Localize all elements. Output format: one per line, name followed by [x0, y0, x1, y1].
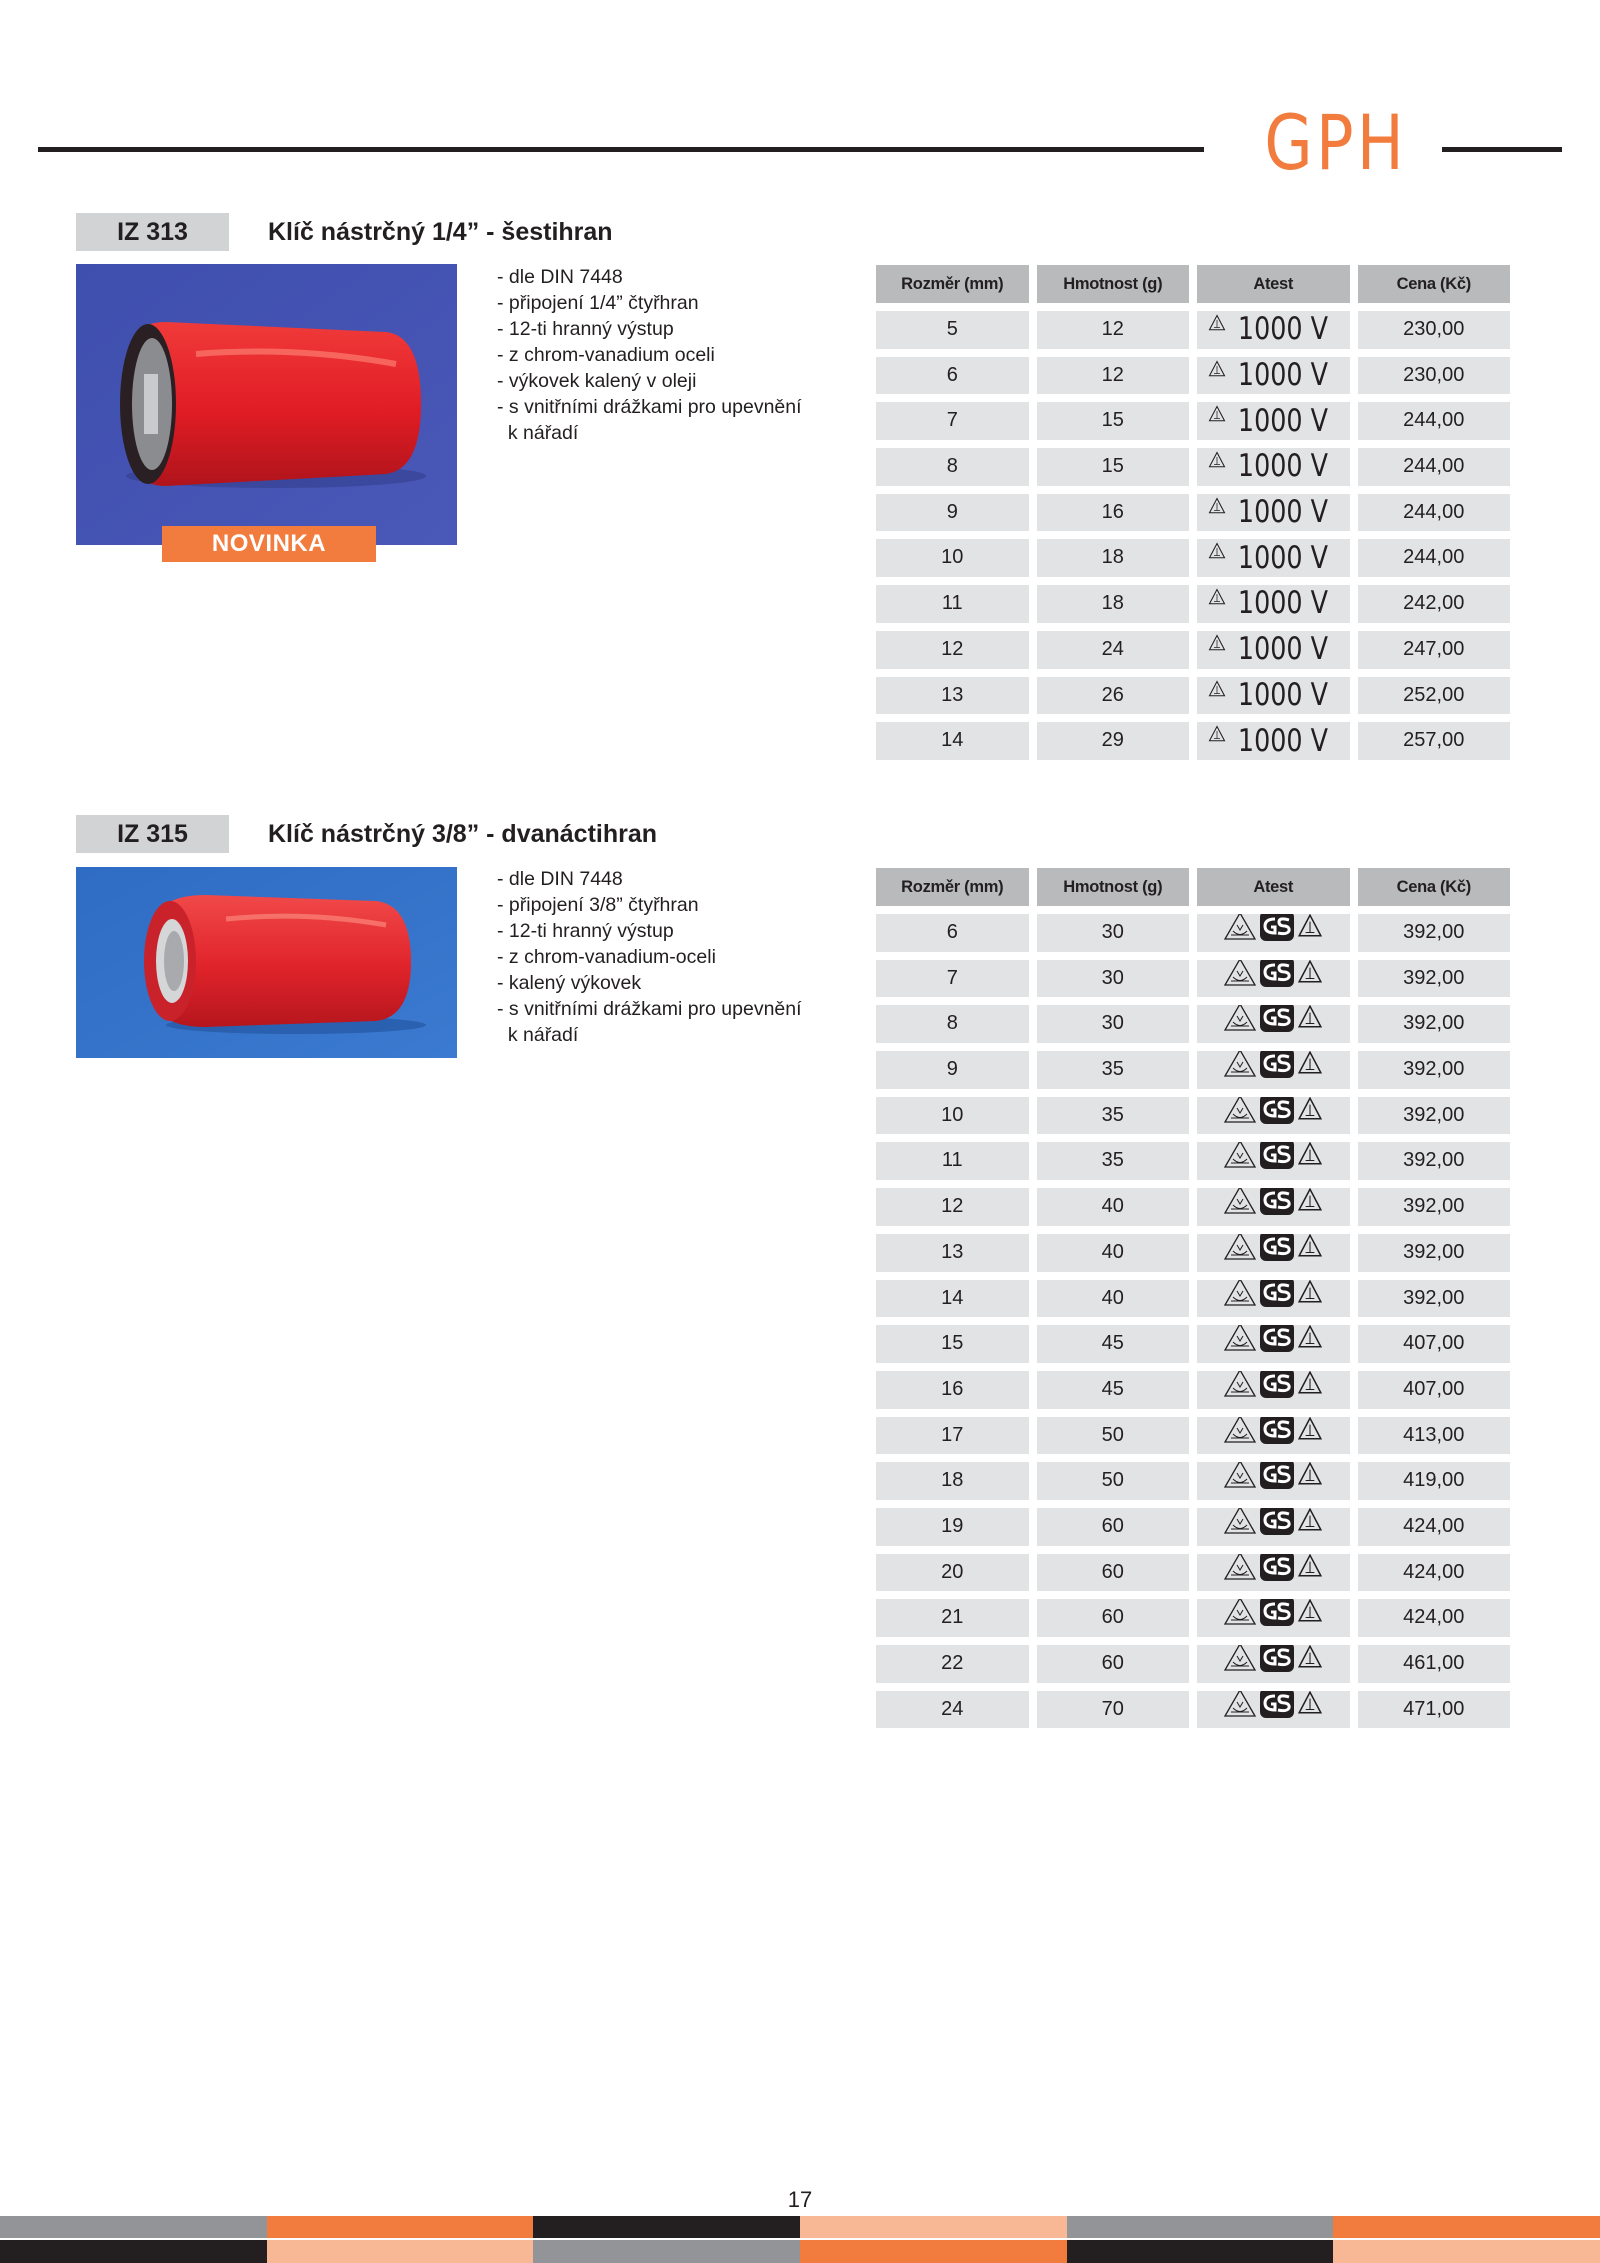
- insulation-triangle-icon: [1297, 1325, 1323, 1363]
- table-row: [876, 631, 1510, 669]
- size-cell: 17: [876, 1417, 1029, 1455]
- vde-mark-icon: [1223, 1280, 1257, 1318]
- vde-mark-icon: [1223, 1554, 1257, 1592]
- gs-mark-icon: [1259, 1234, 1295, 1272]
- insulation-triangle-icon: [1208, 448, 1226, 486]
- voltage-rating: 1000 V: [1238, 448, 1329, 485]
- insulation-triangle-icon: [1208, 677, 1226, 715]
- weight-cell: 40: [1037, 1280, 1190, 1318]
- page-number: 17: [787, 2187, 813, 2212]
- insulation-triangle-icon: [1297, 1234, 1323, 1272]
- atest-cell: [1197, 722, 1350, 760]
- footer-stripe-bottom: [0, 2240, 1600, 2263]
- weight-cell: 30: [1037, 914, 1190, 952]
- atest-cell: [1197, 631, 1350, 669]
- certification-marks: [1197, 1691, 1350, 1729]
- price-cell: 392,00: [1358, 1188, 1511, 1226]
- price-cell: 242,00: [1358, 585, 1511, 623]
- gs-mark-icon: [1259, 914, 1295, 952]
- voltage-rating: 1000 V: [1238, 494, 1329, 531]
- novinka-badge: NOVINKA: [162, 526, 376, 562]
- gs-mark-icon: [1259, 1188, 1295, 1226]
- table-row: [876, 311, 1510, 349]
- vde-mark-icon: [1223, 1645, 1257, 1683]
- feature-item: - dle DIN 7448: [497, 266, 623, 288]
- table-row: [876, 1508, 1510, 1546]
- voltage-rating: 1000 V: [1238, 357, 1329, 394]
- column-header-weight: Hmotnost (g): [1037, 265, 1190, 303]
- certification-marks: [1197, 1051, 1350, 1089]
- gs-mark-icon: [1259, 1097, 1295, 1135]
- vde-mark-icon: [1223, 914, 1257, 952]
- table-row: [876, 1691, 1510, 1729]
- weight-cell: 60: [1037, 1599, 1190, 1637]
- vde-mark-icon: [1223, 1005, 1257, 1043]
- voltage-rating: 1000 V: [1238, 585, 1329, 622]
- gs-mark-icon: [1259, 960, 1295, 998]
- insulation-triangle-icon: [1297, 1188, 1323, 1226]
- column-header-atest: Atest: [1197, 868, 1350, 906]
- gs-mark-icon: [1259, 1051, 1295, 1089]
- feature-item: - dle DIN 7448: [497, 868, 623, 890]
- table-row: [876, 1325, 1510, 1363]
- feature-list: [497, 866, 802, 1048]
- price-cell: 471,00: [1358, 1691, 1511, 1729]
- table-row: [876, 1097, 1510, 1135]
- price-cell: 244,00: [1358, 448, 1511, 486]
- size-cell: 7: [876, 402, 1029, 440]
- size-cell: 16: [876, 1371, 1029, 1409]
- weight-cell: 40: [1037, 1188, 1190, 1226]
- insulation-triangle-icon: [1297, 1462, 1323, 1500]
- table-row: [876, 402, 1510, 440]
- insulation-triangle-icon: [1297, 1142, 1323, 1180]
- atest-cell: [1197, 1645, 1350, 1683]
- weight-cell: 40: [1037, 1234, 1190, 1272]
- price-cell: 392,00: [1358, 1234, 1511, 1272]
- vde-mark-icon: [1223, 1691, 1257, 1729]
- atest-cell: [1197, 1051, 1350, 1089]
- size-cell: 13: [876, 1234, 1029, 1272]
- weight-cell: 16: [1037, 494, 1190, 532]
- price-cell: 392,00: [1358, 1142, 1511, 1180]
- table-body: [876, 311, 1510, 760]
- table-header-row: [876, 868, 1510, 906]
- size-cell: 12: [876, 1188, 1029, 1226]
- product-photo: [76, 867, 457, 1058]
- insulation-triangle-icon: [1297, 1280, 1323, 1318]
- gs-mark-icon: [1259, 1417, 1295, 1455]
- size-cell: 19: [876, 1508, 1029, 1546]
- brand-logo: GPH: [1264, 98, 1407, 187]
- voltage-rating: 1000 V: [1238, 676, 1329, 713]
- price-cell: 461,00: [1358, 1645, 1511, 1683]
- column-header-size: Rozměr (mm): [876, 868, 1029, 906]
- insulation-triangle-icon: [1297, 1097, 1323, 1135]
- atest-cell: [1197, 402, 1350, 440]
- weight-cell: 30: [1037, 1005, 1190, 1043]
- insulation-triangle-icon: [1297, 1051, 1323, 1089]
- weight-cell: 70: [1037, 1691, 1190, 1729]
- atest-cell: [1197, 1417, 1350, 1455]
- atest-cell: [1197, 1142, 1350, 1180]
- size-cell: 21: [876, 1599, 1029, 1637]
- weight-cell: 60: [1037, 1645, 1190, 1683]
- table-row: [876, 448, 1510, 486]
- product-code: IZ 315: [76, 815, 229, 853]
- table-row: [876, 677, 1510, 715]
- atest-cell: [1197, 585, 1350, 623]
- atest-cell: [1197, 960, 1350, 998]
- vde-mark-icon: [1223, 1462, 1257, 1500]
- vde-mark-icon: [1223, 960, 1257, 998]
- product-title: Klíč nástrčný 1/4” - šestihran: [268, 218, 613, 246]
- atest-cell: [1197, 677, 1350, 715]
- price-table: [876, 868, 1510, 1736]
- insulation-triangle-icon: [1208, 631, 1226, 669]
- feature-item: - z chrom-vanadium-oceli: [497, 946, 716, 968]
- certification-marks: [1197, 1142, 1350, 1180]
- table-row: [876, 1462, 1510, 1500]
- price-cell: 247,00: [1358, 631, 1511, 669]
- table-header-row: [876, 265, 1510, 303]
- table-body: [876, 914, 1510, 1728]
- certification-marks: [1197, 1097, 1350, 1135]
- gs-mark-icon: [1259, 1142, 1295, 1180]
- size-cell: 5: [876, 311, 1029, 349]
- weight-cell: 18: [1037, 585, 1190, 623]
- table-row: [876, 1645, 1510, 1683]
- size-cell: 11: [876, 1142, 1029, 1180]
- atest-cell: [1197, 448, 1350, 486]
- size-cell: 7: [876, 960, 1029, 998]
- table-row: [876, 914, 1510, 952]
- certification-marks: [1197, 1371, 1350, 1409]
- header-rule-right: [1442, 147, 1562, 152]
- atest-cell: [1197, 914, 1350, 952]
- price-cell: 424,00: [1358, 1599, 1511, 1637]
- weight-cell: 50: [1037, 1417, 1190, 1455]
- atest-cell: [1197, 1508, 1350, 1546]
- certification-marks: [1197, 1005, 1350, 1043]
- table-row: [876, 1280, 1510, 1318]
- certification-marks: [1197, 960, 1350, 998]
- atest-cell: [1197, 1005, 1350, 1043]
- atest-cell: [1197, 1554, 1350, 1592]
- weight-cell: 35: [1037, 1142, 1190, 1180]
- table-row: [876, 494, 1510, 532]
- table-row: [876, 960, 1510, 998]
- insulation-triangle-icon: [1297, 1691, 1323, 1729]
- weight-cell: 60: [1037, 1554, 1190, 1592]
- voltage-rating: 1000 V: [1238, 722, 1329, 759]
- insulation-triangle-icon: [1208, 357, 1226, 395]
- size-cell: 10: [876, 1097, 1029, 1135]
- column-header-atest: Atest: [1197, 265, 1350, 303]
- size-cell: 15: [876, 1325, 1029, 1363]
- price-cell: 424,00: [1358, 1554, 1511, 1592]
- price-cell: 392,00: [1358, 960, 1511, 998]
- size-cell: 18: [876, 1462, 1029, 1500]
- weight-cell: 30: [1037, 960, 1190, 998]
- insulation-triangle-icon: [1297, 1554, 1323, 1592]
- table-row: [876, 1005, 1510, 1043]
- insulation-triangle-icon: [1208, 494, 1226, 532]
- feature-item: - 12-ti hranný výstup: [497, 920, 674, 942]
- vde-mark-icon: [1223, 1234, 1257, 1272]
- insulation-triangle-icon: [1297, 1417, 1323, 1455]
- feature-item: - s vnitřními drážkami pro upevnění: [497, 998, 802, 1020]
- certification-marks: [1197, 1462, 1350, 1500]
- price-cell: 230,00: [1358, 311, 1511, 349]
- size-cell: 8: [876, 448, 1029, 486]
- vde-mark-icon: [1223, 1097, 1257, 1135]
- gs-mark-icon: [1259, 1371, 1295, 1409]
- weight-cell: 45: [1037, 1325, 1190, 1363]
- size-cell: 12: [876, 631, 1029, 669]
- certification-marks: [1197, 1508, 1350, 1546]
- product-photo: [76, 264, 457, 545]
- table-row: [876, 1417, 1510, 1455]
- vde-mark-icon: [1223, 1142, 1257, 1180]
- product-title: Klíč nástrčný 3/8” - dvanáctihran: [268, 820, 658, 848]
- voltage-rating: 1000 V: [1238, 311, 1329, 348]
- weight-cell: 29: [1037, 722, 1190, 760]
- gs-mark-icon: [1259, 1645, 1295, 1683]
- feature-item: - kalený výkovek: [497, 972, 642, 994]
- vde-mark-icon: [1223, 1325, 1257, 1363]
- atest-cell: [1197, 1280, 1350, 1318]
- weight-cell: 35: [1037, 1097, 1190, 1135]
- price-cell: 244,00: [1358, 494, 1511, 532]
- weight-cell: 24: [1037, 631, 1190, 669]
- atest-cell: [1197, 1234, 1350, 1272]
- size-cell: 14: [876, 722, 1029, 760]
- size-cell: 6: [876, 914, 1029, 952]
- feature-item: - výkovek kalený v oleji: [497, 370, 697, 392]
- certification-marks: [1197, 1645, 1350, 1683]
- feature-item: - s vnitřními drážkami pro upevnění: [497, 396, 802, 418]
- size-cell: 14: [876, 1280, 1029, 1318]
- gs-mark-icon: [1259, 1280, 1295, 1318]
- price-cell: 392,00: [1358, 914, 1511, 952]
- price-cell: 392,00: [1358, 1097, 1511, 1135]
- certification-marks: [1197, 914, 1350, 952]
- feature-item: - z chrom-vanadium oceli: [497, 344, 715, 366]
- insulation-triangle-icon: [1208, 539, 1226, 577]
- insulation-triangle-icon: [1208, 402, 1226, 440]
- price-cell: 407,00: [1358, 1325, 1511, 1363]
- insulation-triangle-icon: [1297, 960, 1323, 998]
- weight-cell: 50: [1037, 1462, 1190, 1500]
- price-cell: 252,00: [1358, 677, 1511, 715]
- weight-cell: 45: [1037, 1371, 1190, 1409]
- size-cell: 10: [876, 539, 1029, 577]
- weight-cell: 15: [1037, 448, 1190, 486]
- size-cell: 22: [876, 1645, 1029, 1683]
- table-row: [876, 722, 1510, 760]
- size-cell: 11: [876, 585, 1029, 623]
- table-row: [876, 585, 1510, 623]
- price-cell: 392,00: [1358, 1280, 1511, 1318]
- insulation-triangle-icon: [1297, 1599, 1323, 1637]
- voltage-rating: 1000 V: [1238, 631, 1329, 668]
- size-cell: 6: [876, 357, 1029, 395]
- vde-mark-icon: [1223, 1051, 1257, 1089]
- price-cell: 230,00: [1358, 357, 1511, 395]
- vde-mark-icon: [1223, 1599, 1257, 1637]
- certification-marks: [1197, 1280, 1350, 1318]
- atest-cell: [1197, 1599, 1350, 1637]
- table-row: [876, 1051, 1510, 1089]
- price-table: [876, 265, 1510, 768]
- footer-stripe-top: [0, 2216, 1600, 2238]
- price-cell: 257,00: [1358, 722, 1511, 760]
- voltage-rating: 1000 V: [1238, 402, 1329, 439]
- gs-mark-icon: [1259, 1554, 1295, 1592]
- certification-marks: [1197, 1188, 1350, 1226]
- price-cell: 424,00: [1358, 1508, 1511, 1546]
- price-cell: 407,00: [1358, 1371, 1511, 1409]
- feature-item: k nářadí: [497, 1024, 579, 1046]
- insulation-triangle-icon: [1297, 1005, 1323, 1043]
- feature-item: - připojení 3/8” čtyřhran: [497, 894, 699, 916]
- price-cell: 392,00: [1358, 1005, 1511, 1043]
- table-row: [876, 1142, 1510, 1180]
- table-row: [876, 1234, 1510, 1272]
- vde-mark-icon: [1223, 1371, 1257, 1409]
- insulation-triangle-icon: [1297, 1371, 1323, 1409]
- product-code: IZ 313: [76, 213, 229, 251]
- weight-cell: 26: [1037, 677, 1190, 715]
- weight-cell: 12: [1037, 311, 1190, 349]
- insulation-triangle-icon: [1297, 1508, 1323, 1546]
- table-row: [876, 539, 1510, 577]
- atest-cell: [1197, 1097, 1350, 1135]
- weight-cell: 12: [1037, 357, 1190, 395]
- column-header-size: Rozměr (mm): [876, 265, 1029, 303]
- vde-mark-icon: [1223, 1508, 1257, 1546]
- atest-cell: [1197, 1325, 1350, 1363]
- gs-mark-icon: [1259, 1599, 1295, 1637]
- atest-cell: [1197, 494, 1350, 532]
- atest-cell: [1197, 539, 1350, 577]
- gs-mark-icon: [1259, 1508, 1295, 1546]
- size-cell: 20: [876, 1554, 1029, 1592]
- certification-marks: [1197, 1417, 1350, 1455]
- column-header-price: Cena (Kč): [1358, 265, 1511, 303]
- insulation-triangle-icon: [1297, 914, 1323, 952]
- size-cell: 24: [876, 1691, 1029, 1729]
- price-cell: 244,00: [1358, 402, 1511, 440]
- price-cell: 413,00: [1358, 1417, 1511, 1455]
- gs-mark-icon: [1259, 1691, 1295, 1729]
- insulation-triangle-icon: [1208, 722, 1226, 760]
- gs-mark-icon: [1259, 1325, 1295, 1363]
- atest-cell: [1197, 1691, 1350, 1729]
- atest-cell: [1197, 311, 1350, 349]
- certification-marks: [1197, 1599, 1350, 1637]
- certification-marks: [1197, 1554, 1350, 1592]
- insulation-triangle-icon: [1208, 585, 1226, 623]
- atest-cell: [1197, 1462, 1350, 1500]
- table-row: [876, 1554, 1510, 1592]
- table-row: [876, 1371, 1510, 1409]
- feature-item: k nářadí: [497, 422, 579, 444]
- table-row: [876, 357, 1510, 395]
- table-row: [876, 1599, 1510, 1637]
- feature-item: - 12-ti hranný výstup: [497, 318, 674, 340]
- table-row: [876, 1188, 1510, 1226]
- weight-cell: 18: [1037, 539, 1190, 577]
- feature-list: [497, 264, 802, 446]
- weight-cell: 15: [1037, 402, 1190, 440]
- certification-marks: [1197, 1325, 1350, 1363]
- price-cell: 392,00: [1358, 1051, 1511, 1089]
- weight-cell: 35: [1037, 1051, 1190, 1089]
- insulation-triangle-icon: [1297, 1645, 1323, 1683]
- gs-mark-icon: [1259, 1462, 1295, 1500]
- column-header-price: Cena (Kč): [1358, 868, 1511, 906]
- gs-mark-icon: [1259, 1005, 1295, 1043]
- size-cell: 13: [876, 677, 1029, 715]
- vde-mark-icon: [1223, 1417, 1257, 1455]
- header-rule-left: [38, 147, 1204, 152]
- price-cell: 419,00: [1358, 1462, 1511, 1500]
- voltage-rating: 1000 V: [1238, 539, 1329, 576]
- atest-cell: [1197, 1371, 1350, 1409]
- vde-mark-icon: [1223, 1188, 1257, 1226]
- price-cell: 244,00: [1358, 539, 1511, 577]
- size-cell: 9: [876, 494, 1029, 532]
- certification-marks: [1197, 1234, 1350, 1272]
- feature-item: - připojení 1/4” čtyřhran: [497, 292, 699, 314]
- column-header-weight: Hmotnost (g): [1037, 868, 1190, 906]
- size-cell: 8: [876, 1005, 1029, 1043]
- insulation-triangle-icon: [1208, 311, 1226, 349]
- atest-cell: [1197, 357, 1350, 395]
- atest-cell: [1197, 1188, 1350, 1226]
- size-cell: 9: [876, 1051, 1029, 1089]
- weight-cell: 60: [1037, 1508, 1190, 1546]
